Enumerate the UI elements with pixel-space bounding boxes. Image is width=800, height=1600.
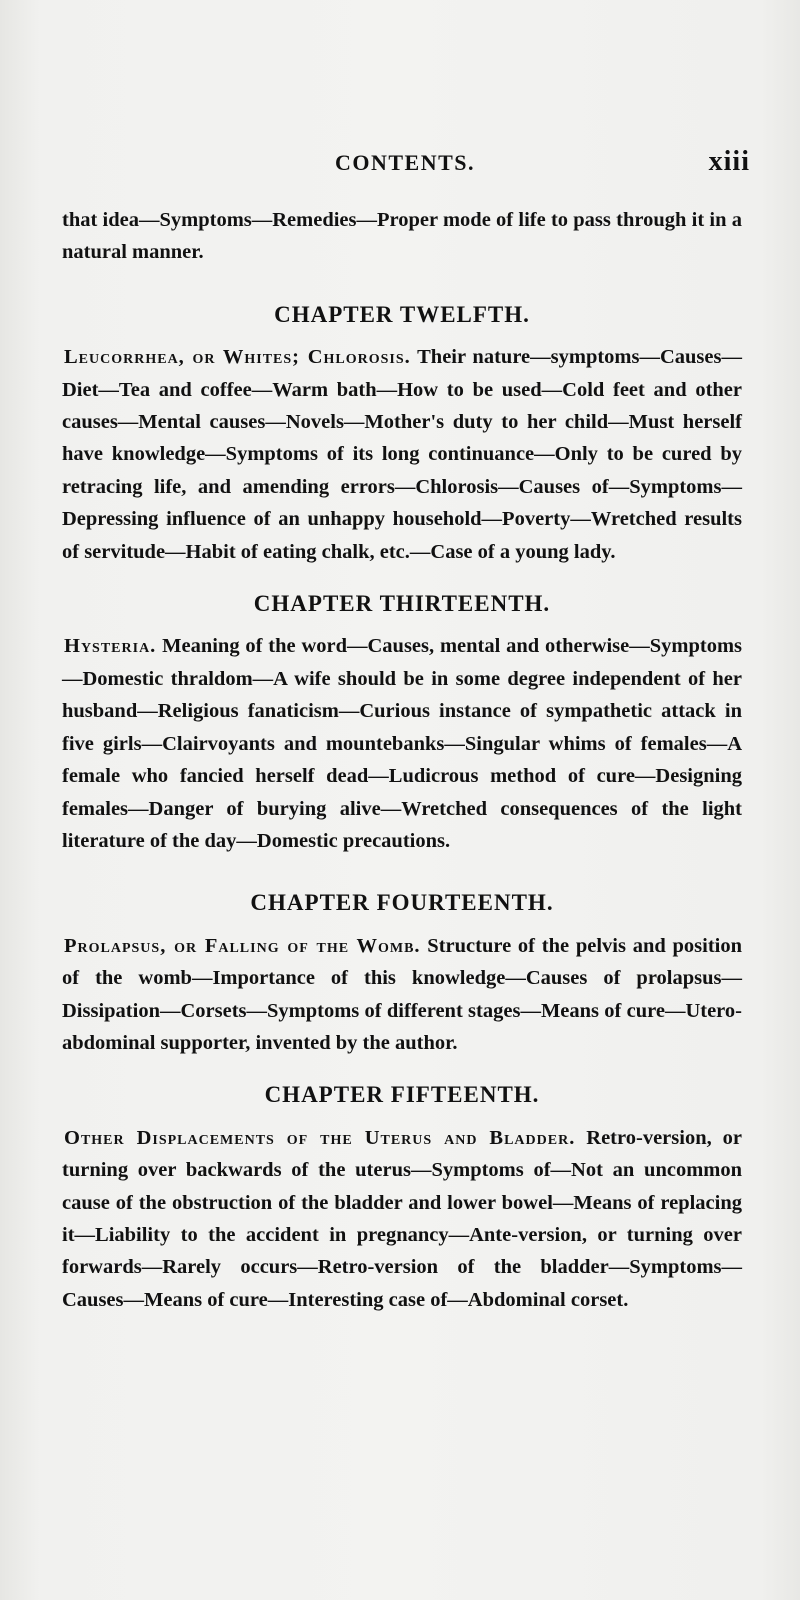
chapter-heading-thirteenth: CHAPTER THIRTEENTH. — [253, 591, 551, 617]
chapter-summary-fifteenth — [62, 1122, 742, 1316]
chapter-summary-thirteenth — [62, 630, 742, 857]
chapter-heading-fourteenth: CHAPTER FOURTEENTH. — [250, 890, 554, 916]
chapter-lead-fourteenth: Prolapsus, or Falling of the Womb. — [64, 934, 421, 957]
page-header — [60, 146, 750, 190]
chapter-lead-thirteenth: Hysteria. — [64, 635, 157, 658]
chapter-summary-fourteenth — [62, 930, 742, 1060]
page-number: xiii — [708, 146, 750, 177]
chapter-summary-twelfth — [62, 341, 742, 568]
running-title: CONTENTS. — [334, 150, 476, 175]
intro-paragraph: that idea—Symptoms—Remedies—Proper mode of life to pass through it in a natural manner. — [62, 209, 742, 264]
chapter-body-fifteenth: Retro-version, or turning over backwards of the uterus—Symptoms of—Not an uncommon cause of the obstruction of the bladder and lower bowel—Means of replacing it—Liability to the accident in pregnancy—Ante-version, or turning over forwards—Rarely occurs—Retro-version of the bladder—Symptoms—Causes—Means of cure—Interesting case of—Abdominal corset. — [62, 1126, 743, 1311]
chapter-lead-twelfth: Leucorrhea, or Whites; Chlorosis. — [64, 346, 411, 369]
contents-body — [62, 204, 742, 1316]
chapter-lead-fifteenth: Other Displacements of the Uterus and Bladder. — [64, 1126, 576, 1149]
chapter-body-thirteenth: Meaning of the word—Causes, mental and otherwise—Symptoms—Domestic thraldom—A wife should be in some degree independent of her husband—Religious fanaticism—Curious instance of sympathetic attack in five girls—Clairvoyants and mountebanks—Singular whims of females—A female who fancied herself dead—Ludicrous method of cure—Designing females—Danger of burying alive—Wretched consequences of the light literature of the day—Domestic precautions. — [62, 635, 743, 852]
chapter-body-fourteenth: Structure of the pelvis and position of the womb—Importance of this knowledge—Causes of prolapsus—Dissipation—Corsets—Symptoms of different stages—Means of cure—Utero-abdominal supporter, invented by the author. — [62, 934, 742, 1054]
chapter-body-twelfth: Their nature—symptoms—Causes—Diet—Tea and coffee—Warm bath—How to be used—Cold feet and other causes—Mental causes—Novels—Mother's duty to her child—Must herself have knowledge—Symptoms of its long continuance—Only to be cured by retracing life, and amending errors—Chlorosis—Causes of—Symptoms—Depressing influence of an unhappy household—Poverty—Wretched results of servitude—Habit of eating chalk, etc.—Case of a young lady. — [62, 346, 742, 563]
chapter-heading-twelfth: CHAPTER TWELFTH. — [274, 301, 530, 327]
chapter-heading-fifteenth: CHAPTER FIFTEENTH. — [264, 1082, 540, 1108]
